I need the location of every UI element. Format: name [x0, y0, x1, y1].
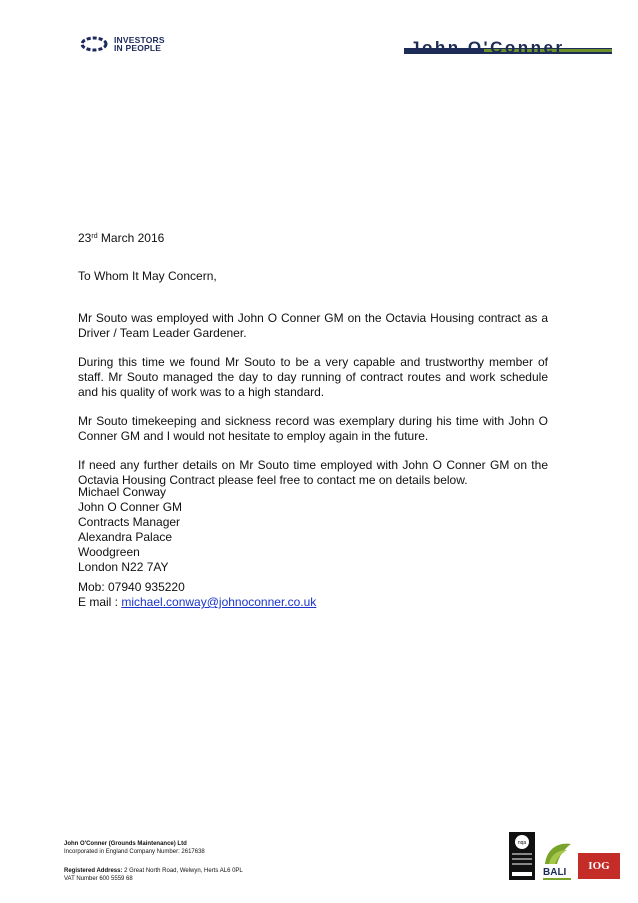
iip-logo-line1: INVESTORS	[114, 35, 165, 45]
signature-title: Contracts Manager	[78, 515, 181, 529]
letter-date	[78, 231, 548, 246]
letter-body	[78, 311, 548, 502]
footer	[64, 840, 243, 883]
email-line	[78, 595, 316, 610]
iip-ring-icon	[80, 36, 108, 52]
paragraph: Mr Souto timekeeping and sickness record was exemplary during his time with John O Conner GM and I would not hesitate to employ again in the future.	[78, 414, 548, 443]
signature-name: Michael Conway	[78, 485, 167, 499]
signature-address-line: Woodgreen	[78, 545, 140, 559]
email-link[interactable]: michael.conway@johnoconner.co.uk	[121, 595, 317, 609]
footer-registered-label: Registered Address:	[64, 868, 123, 874]
bali-label: BALI	[543, 867, 567, 878]
company-logo	[404, 38, 612, 60]
signature-address-line: London N22 7AY	[78, 560, 169, 574]
greeting: To Whom It May Concern,	[78, 269, 217, 283]
paragraph: Mr Souto was employed with John O Conner GM on the Octavia Housing contract as a Driver / Team Leader Gardener.	[78, 311, 548, 340]
signature-address-line: Alexandra Palace	[78, 530, 173, 544]
nqa-certification-badge	[509, 832, 535, 880]
signature-block	[78, 485, 182, 575]
email-label: E mail :	[78, 595, 122, 609]
signature-company: John O Conner GM	[78, 500, 183, 514]
bali-accreditation-badge	[541, 838, 575, 882]
investors-in-people-logo	[80, 36, 165, 52]
footer-registered	[64, 867, 243, 875]
footer-vat: VAT Number 600 5559 68	[64, 876, 133, 882]
date-rest: March 2016	[97, 231, 165, 245]
contact-block	[78, 580, 316, 610]
nqa-label: nqa	[517, 840, 527, 846]
paragraph: If need any further details on Mr Souto time employed with John O Conner GM on the Octavia Housing Contract please feel free to contact me on details below.	[78, 458, 548, 487]
letter	[78, 231, 548, 609]
footer-registered-value: 2 Great North Road, Welwyn, Herts AL6 0PL	[122, 868, 243, 874]
date-day: 23	[78, 231, 92, 245]
footer-company: John O'Conner (Grounds Maintenance) Ltd	[64, 841, 187, 847]
mobile-number: Mob: 07940 935220	[78, 580, 185, 594]
date-suffix: rd	[91, 233, 98, 240]
company-logo-text: John O'Conner	[410, 38, 565, 57]
paragraph: During this time we found Mr Souto to be a very capable and trustworthy member of staff. Mr Souto managed the day to day running of contract routes and work schedule and his quality of work was to a high standard.	[78, 355, 548, 399]
footer-incorporated: Incorporated in England Company Number: 2617638	[64, 849, 205, 855]
iog-badge: IOG	[578, 853, 620, 879]
iip-logo-line2: IN PEOPLE	[114, 43, 162, 53]
